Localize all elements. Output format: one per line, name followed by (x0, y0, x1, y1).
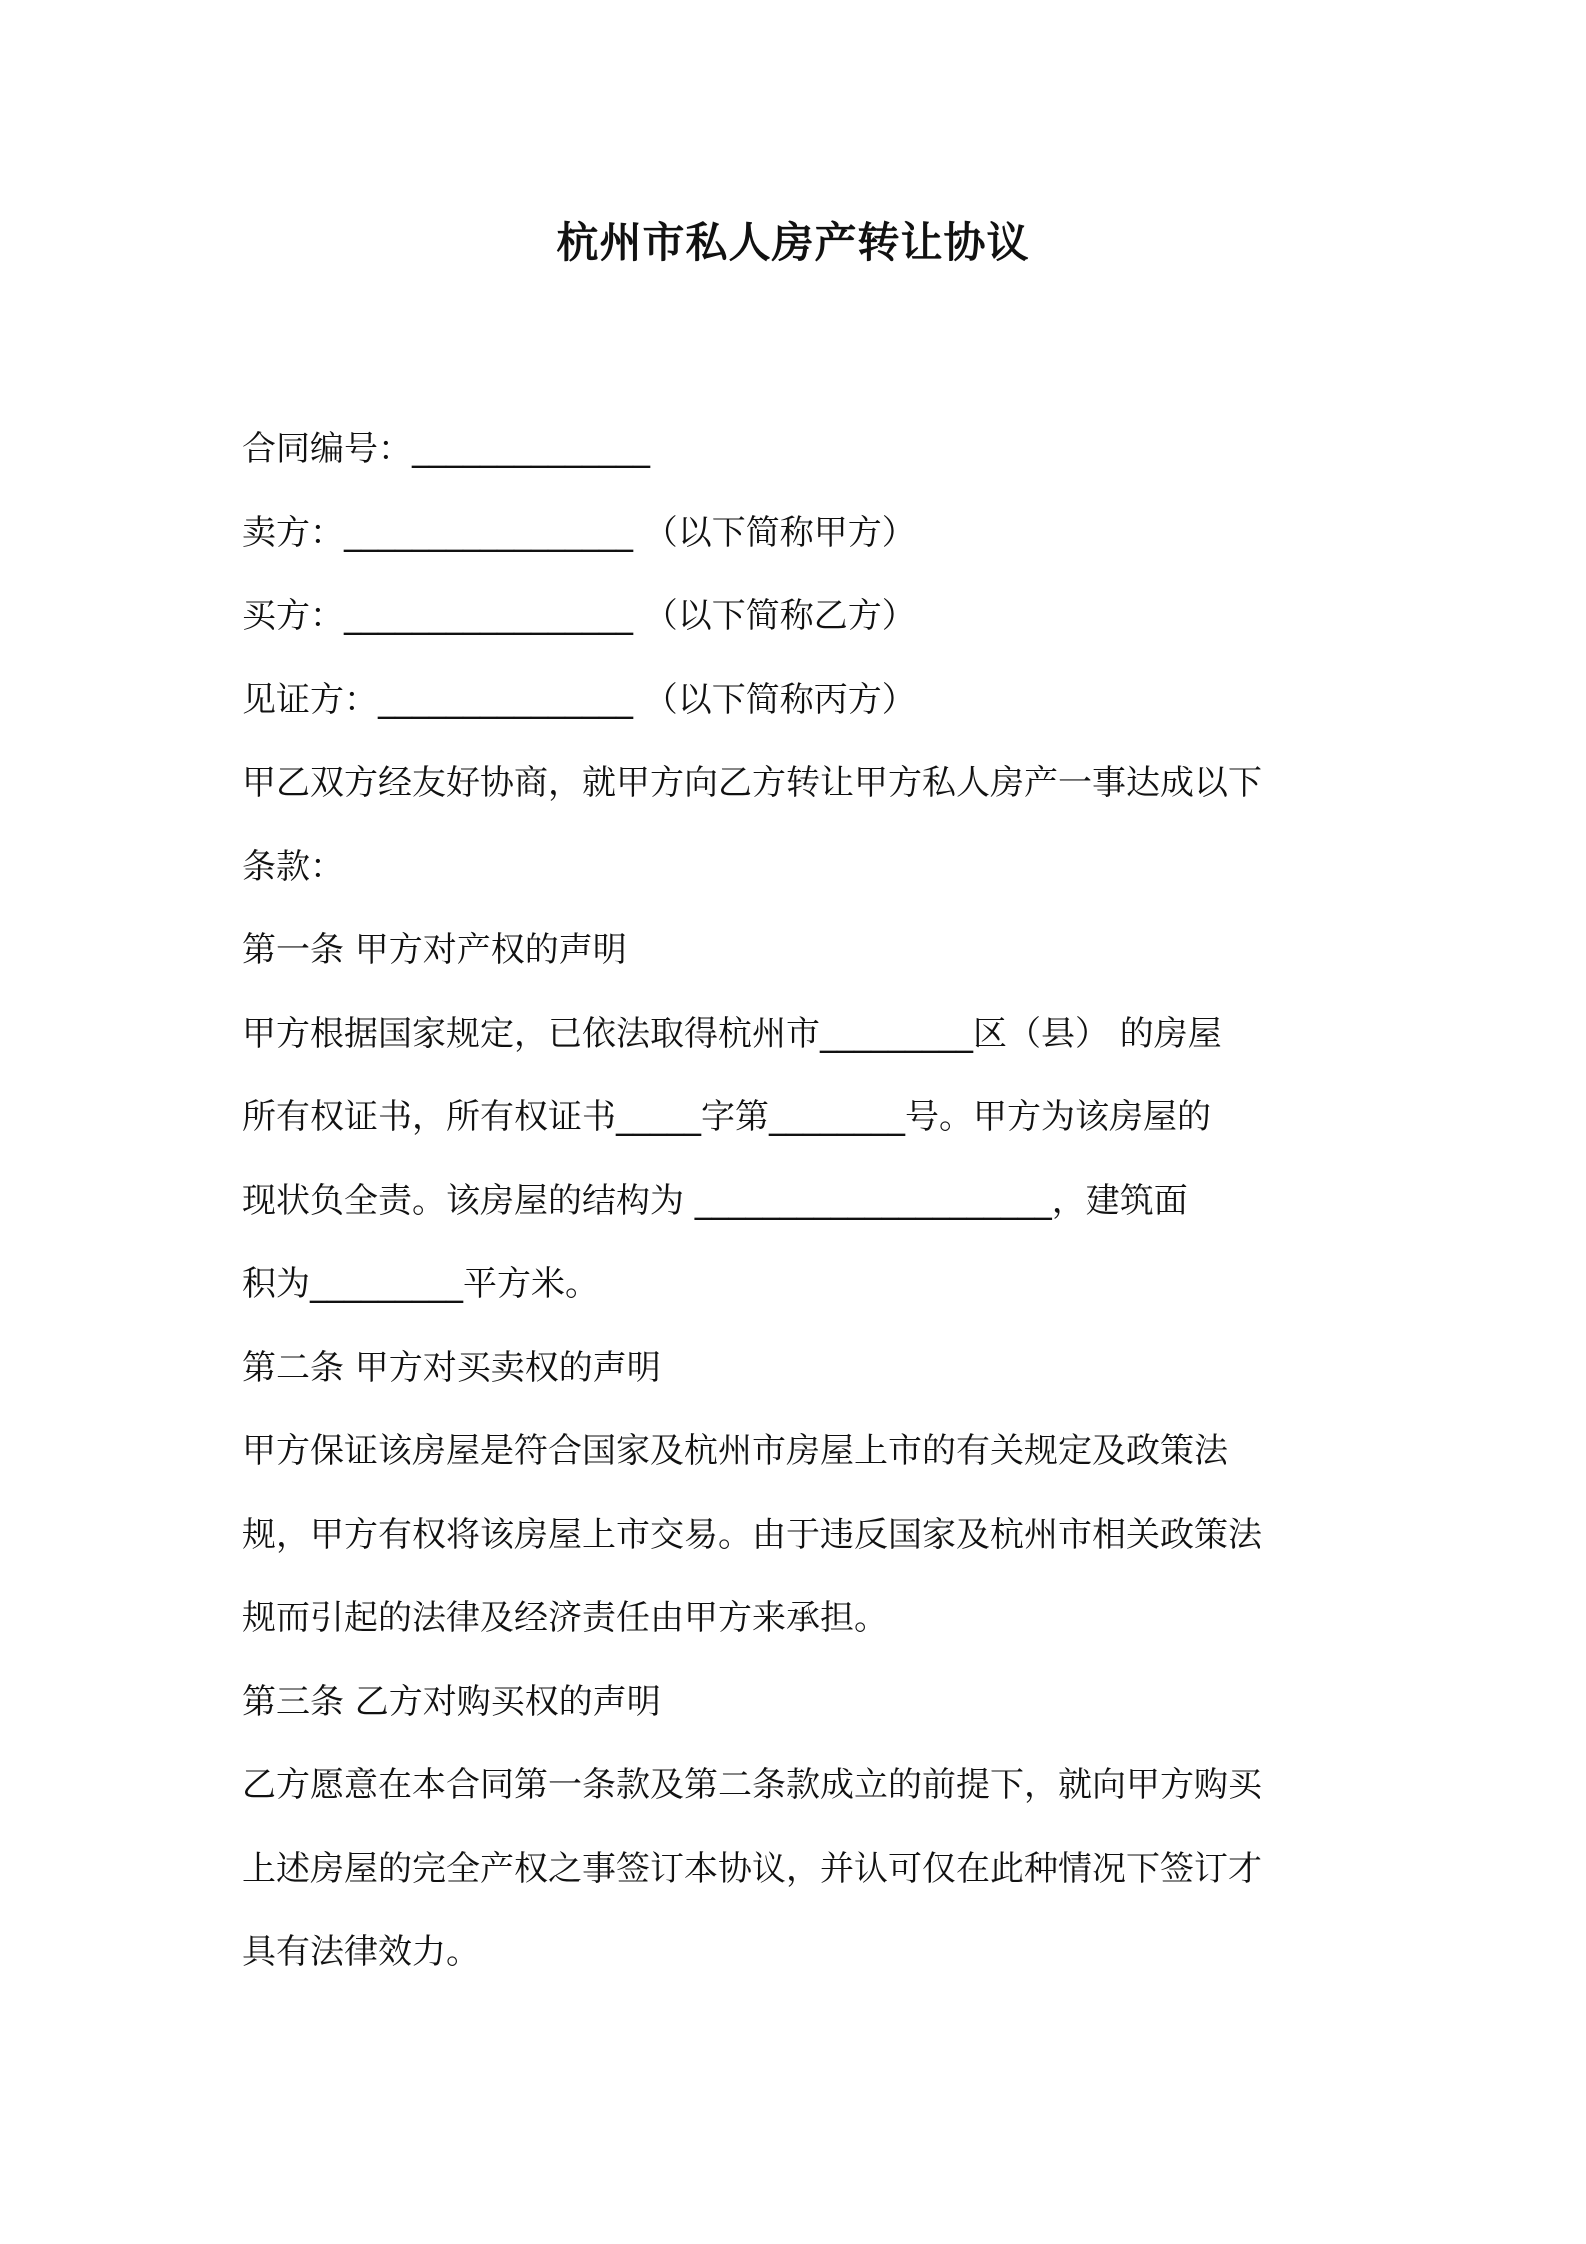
article-1-heading: 第一条 甲方对产权的声明 (242, 930, 627, 970)
buyer-line: 买方：_________________ （以下简称乙方） (242, 596, 916, 636)
article-2-heading: 第二条 甲方对买卖权的声明 (242, 1347, 661, 1388)
article-3-line-1: 乙方愿意在本合同第一条款及第二条款成立的前提下，就向甲方购买 (242, 1765, 1262, 1805)
witness-line: 见证方：_______________ （以下简称丙方） (242, 679, 916, 720)
article-2-line-2: 规，甲方有权将该房屋上市交易。由于违反国家及杭州市相关政策法 (242, 1514, 1262, 1555)
article-2-line-3: 规而引起的法律及经济责任由甲方来承担。 (242, 1598, 888, 1638)
seller-line: 卖方：_________________ （以下简称甲方） (242, 512, 916, 553)
document-title: 杭州市私人房产转让协议 (556, 218, 1030, 267)
document-body (242, 408, 1362, 1995)
article-3-line-3: 具有法律效力。 (242, 1932, 480, 1972)
article-1-line-4: 积为_________平方米。 (242, 1264, 599, 1304)
preamble-line-1: 甲乙双方经友好协商，就甲方向乙方转让甲方私人房产一事达成以下 (242, 763, 1262, 803)
article-2-line-1: 甲方保证该房屋是符合国家及杭州市房屋上市的有关规定及政策法 (242, 1431, 1228, 1471)
article-3-heading: 第三条 乙方对购买权的声明 (242, 1681, 661, 1722)
article-3-line-2: 上述房屋的完全产权之事签订本协议，并认可仅在此种情况下签订才 (242, 1848, 1262, 1889)
article-1-line-2: 所有权证书，所有权证书_____字第________号。甲方为该房屋的 (242, 1097, 1211, 1137)
contract-number-line: 合同编号：______________ (242, 429, 650, 469)
article-1-line-1: 甲方根据国家规定，已依法取得杭州市_________区（县） 的房屋 (242, 1013, 1222, 1054)
preamble-line-2: 条款： (242, 846, 344, 887)
article-1-line-3: 现状负全责。该房屋的结构为 _____________________，建筑面 (242, 1180, 1188, 1221)
